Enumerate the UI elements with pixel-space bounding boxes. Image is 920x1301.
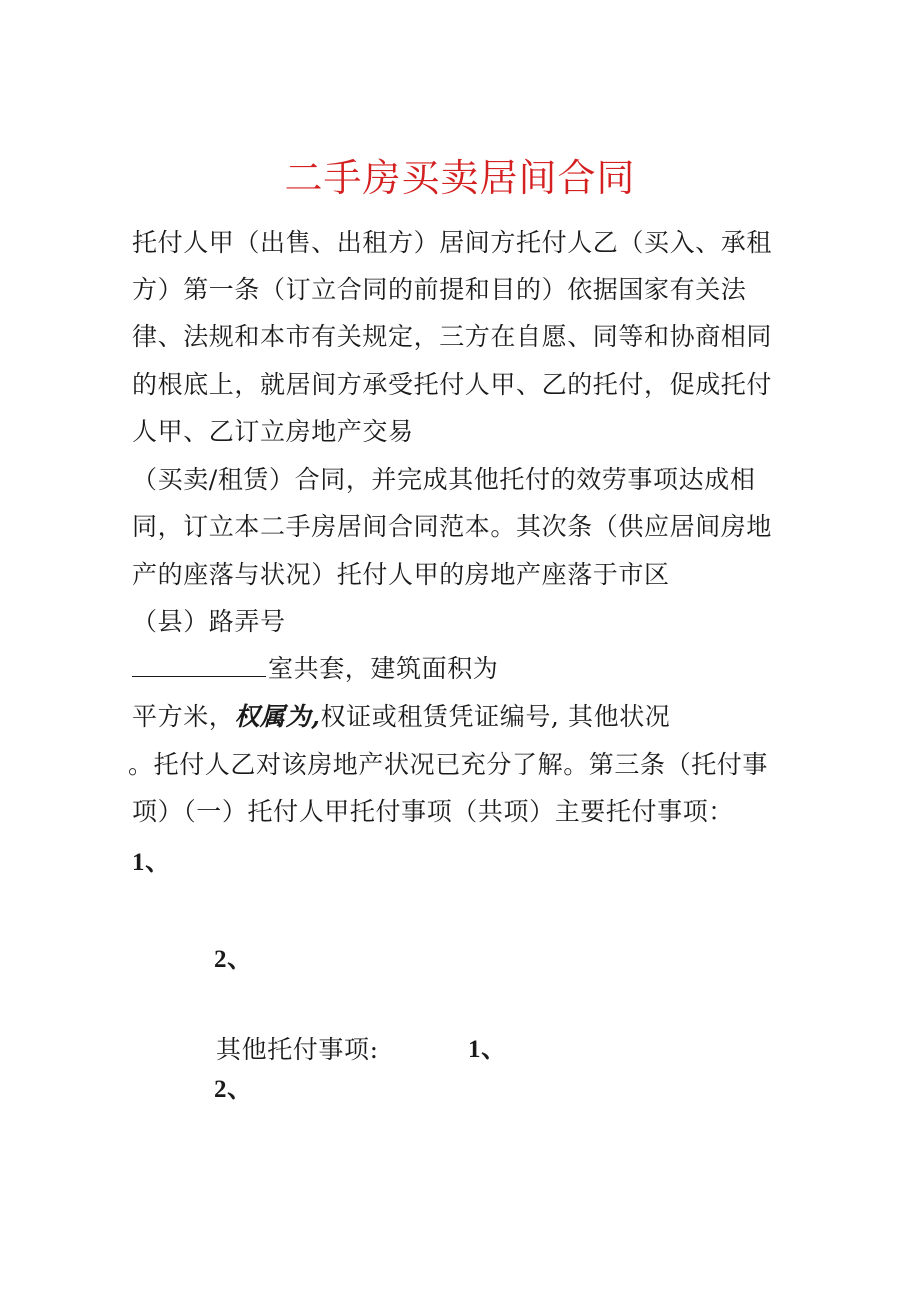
body-line-10: 。托付人乙对该房地产状况已充分了解。第三条（托付事 — [128, 750, 769, 779]
other-items-label: 其他托付事项: — [216, 1035, 379, 1064]
body-line-1: 托付人甲（出售、出租方）居间方托付人乙（买入、承租 — [132, 228, 773, 257]
room-line — [132, 652, 498, 686]
body-line-5: 人甲、乙订立房地产交易 — [132, 417, 414, 446]
fill-in-blank — [132, 654, 266, 677]
ownership-label: 权属为, — [234, 702, 321, 731]
other-item-1: 1、 — [468, 1036, 507, 1063]
body-line-2: 方）第一条（订立合同的前提和目的）依据国家有关法 — [132, 275, 747, 304]
area-line-suffix: 权证或租赁凭证编号, 其他状况 — [320, 702, 671, 731]
body-line-7: 同，订立本二手房居间合同范本。其次条（供应居间房地 — [132, 512, 773, 541]
main-item-2: 2、 — [214, 946, 253, 973]
body-line-9: （县）路弄号 — [132, 607, 286, 636]
room-line-text: 室共套，建筑面积为 — [268, 654, 499, 683]
other-item-2: 2、 — [214, 1076, 253, 1103]
body-line-11: 项）（一）托付人甲托付事项（共项）主要托付事项： — [132, 797, 734, 826]
body-line-4: 的根底上，就居间方承受托付人甲、乙的托付，促成托付 — [132, 370, 773, 399]
contract-title: 二手房买卖居间合同 — [284, 156, 636, 200]
body-line-3: 律、法规和本市有关规定，三方在自愿、同等和协商相同 — [132, 322, 773, 351]
body-line-6: （买卖/租赁）合同，并完成其他托付的效劳事项达成相 — [132, 465, 756, 494]
area-line — [132, 700, 670, 734]
main-item-1: 1、 — [132, 849, 171, 876]
area-line-prefix: 平方米， — [132, 702, 235, 731]
body-line-8: 产的座落与状况）托付人甲的房地产座落于市区 — [132, 560, 670, 589]
